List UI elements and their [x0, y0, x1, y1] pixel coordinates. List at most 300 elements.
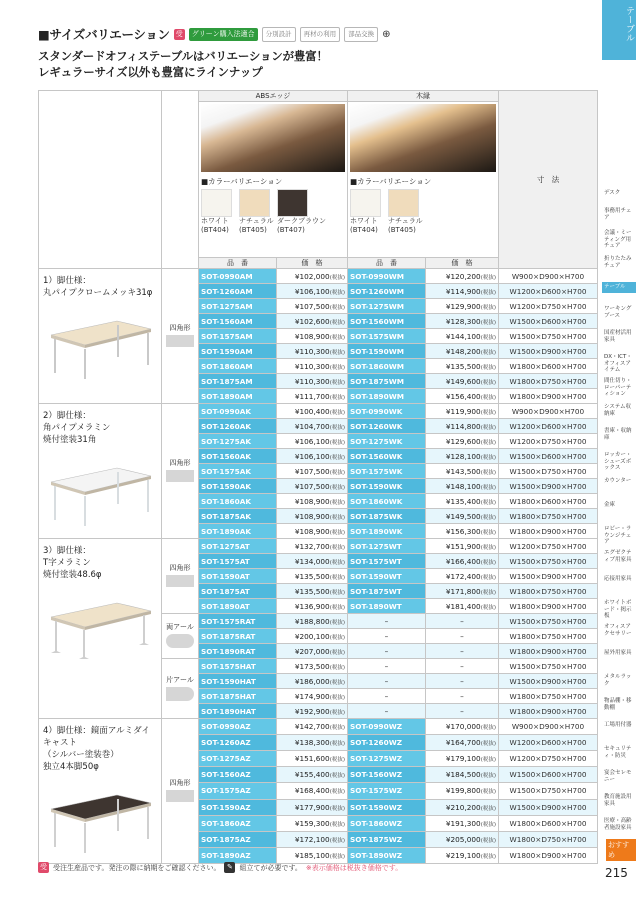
sidebar-item[interactable]: システム収納庫	[604, 404, 631, 417]
abs-price-value: ¥159,300	[294, 818, 330, 828]
sidebar-item[interactable]: メタルラック	[604, 674, 632, 687]
sidebar-item[interactable]: 間仕切り・ローパーティション	[604, 378, 632, 397]
wood-product-code: SOT-1575WT	[348, 554, 426, 569]
wood-price-value: ¥149,500	[445, 511, 481, 521]
section-title: ■サイズバリエーション	[38, 27, 170, 42]
abs-product-code: SOT-1575RAT	[199, 614, 277, 629]
size-value: W1200×D600×H700	[499, 735, 598, 751]
abs-price-value: ¥108,900	[294, 511, 330, 521]
sidebar-item[interactable]: 工場用付器	[604, 722, 632, 728]
tax-note: (税抜)	[329, 484, 345, 491]
abs-product-code: SOT-1875AZ	[199, 831, 277, 847]
wood-price-value: ¥129,600	[445, 436, 481, 446]
tax-note: (税抜)	[329, 349, 345, 356]
size-value: W1800×D900×H700	[499, 644, 598, 659]
abs-price-value: ¥111,700	[294, 391, 330, 401]
abs-price-value: ¥200,100	[294, 631, 330, 641]
table-product-image	[43, 787, 155, 853]
abs-price-value: ¥151,600	[294, 754, 330, 764]
shape-label: 片アール	[166, 675, 194, 684]
tax-note: (税抜)	[480, 574, 496, 581]
wood-price	[426, 344, 499, 359]
sidebar-item[interactable]: 折りたたみチェア	[604, 256, 632, 269]
wood-color-cell	[348, 102, 499, 258]
abs-product-code: SOT-1875RAT	[199, 629, 277, 644]
leg-spec-text: 4）脚仕様：鏡面アルミダイキャスト	[43, 726, 150, 748]
tax-note: (税抜)	[329, 649, 345, 656]
size-value: W1800×D750×H700	[499, 374, 598, 389]
wood-price-value: ¥210,200	[445, 802, 481, 812]
color-name: ホワイト	[350, 217, 378, 225]
abs-price	[277, 644, 348, 659]
abs-product-code: SOT-1560AM	[199, 314, 277, 329]
wood-price	[426, 599, 499, 614]
sidebar-item[interactable]: デスク	[604, 190, 621, 196]
abs-color-cell	[199, 102, 348, 258]
wood-product-code: –	[348, 659, 426, 674]
size-value: W1500×D750×H700	[499, 464, 598, 479]
leg-spec-cell	[39, 539, 162, 719]
wood-product-code: SOT-0990WZ	[348, 719, 426, 735]
wood-price-value: ¥171,800	[445, 586, 481, 596]
color-swatch	[388, 189, 419, 217]
wood-price	[426, 269, 499, 284]
tax-note: (税抜)	[329, 334, 345, 341]
tax-note: (税抜)	[480, 725, 496, 732]
shape-cell	[162, 614, 199, 659]
abs-price	[277, 524, 348, 539]
abs-product-code: SOT-1875AT	[199, 584, 277, 599]
wood-product-code: SOT-1560WM	[348, 314, 426, 329]
abs-price-value: ¥104,700	[294, 421, 330, 431]
table-product-image	[43, 313, 155, 379]
abs-product-code: SOT-1275AM	[199, 299, 277, 314]
size-value: W1500×D600×H700	[499, 449, 598, 464]
shape-icon	[166, 335, 194, 347]
footer-note-assembly: 組立てが必要です。	[239, 863, 302, 872]
sidebar-item[interactable]: 書庫・収納庫	[604, 428, 632, 441]
size-value: W1500×D750×H700	[499, 554, 598, 569]
size-value: W1800×D600×H700	[499, 815, 598, 831]
wood-product-code: SOT-1575WK	[348, 464, 426, 479]
wood-price	[426, 735, 499, 751]
wood-price	[426, 374, 499, 389]
tax-note: (税抜)	[329, 544, 345, 551]
abs-product-code: SOT-1890AM	[199, 389, 277, 404]
size-value: W1800×D900×H700	[499, 599, 598, 614]
abs-price	[277, 815, 348, 831]
tax-note: (税抜)	[329, 709, 345, 716]
tax-note: (税抜)	[329, 853, 345, 860]
shape-cell	[162, 659, 199, 719]
sidebar-item[interactable]: 物品棚・移動棚	[604, 698, 632, 711]
tax-note: (税抜)	[329, 757, 345, 764]
wood-product-code: –	[348, 674, 426, 689]
wood-product-code: SOT-1575WM	[348, 329, 426, 344]
price-column-header: 価 格	[426, 258, 499, 269]
tax-note: (税抜)	[480, 589, 496, 596]
sidebar	[602, 0, 636, 900]
abs-price-value: ¥102,000	[294, 271, 330, 281]
tax-note: (税抜)	[480, 274, 496, 281]
wood-price	[426, 569, 499, 584]
abs-price	[277, 359, 348, 374]
tax-note: (税抜)	[480, 349, 496, 356]
abs-price	[277, 539, 348, 554]
wood-price	[426, 434, 499, 449]
tax-note: (税抜)	[480, 789, 496, 796]
recommend-badge[interactable]: おすすめ	[606, 839, 636, 861]
size-value: W1800×D900×H700	[499, 704, 598, 719]
abs-edge-header: ABSエッジ	[199, 91, 348, 102]
size-value: W1800×D900×H700	[499, 524, 598, 539]
table-row	[39, 269, 598, 284]
abs-price	[277, 767, 348, 783]
sidebar-item[interactable]: 教育施設用家具	[604, 794, 632, 807]
color-name: ナチュラル	[388, 217, 423, 225]
wood-price-value: ¥170,000	[445, 722, 481, 732]
wood-price-value: ¥143,500	[445, 466, 481, 476]
abs-product-code: SOT-1590HAT	[199, 674, 277, 689]
abs-price	[277, 404, 348, 419]
abs-product-code: SOT-1875AK	[199, 509, 277, 524]
wood-product-code: SOT-1260WM	[348, 284, 426, 299]
abs-price-value: ¥173,500	[294, 661, 330, 671]
tax-note: (税抜)	[329, 604, 345, 611]
sidebar-item[interactable]: ワーキングブース	[604, 306, 632, 319]
wood-product-code: SOT-1275WM	[348, 299, 426, 314]
tax-note: (税抜)	[480, 469, 496, 476]
sidebar-item[interactable]: 国産材活用家具	[604, 330, 632, 343]
tax-note: (税抜)	[329, 319, 345, 326]
leg-spec-text: 焼付塗装31角	[43, 435, 97, 445]
tax-note: (税抜)	[480, 409, 496, 416]
abs-price	[277, 284, 348, 299]
abs-price-value: ¥108,900	[294, 331, 330, 341]
wood-price-value: ¥156,300	[445, 526, 481, 536]
wood-product-code: –	[348, 689, 426, 704]
abs-product-code: SOT-1575AM	[199, 329, 277, 344]
size-table	[38, 90, 598, 864]
tax-note: (税抜)	[329, 514, 345, 521]
sidebar-item[interactable]: 応接用家具	[604, 576, 632, 582]
tax-note: (税抜)	[480, 379, 496, 386]
wood-product-code: SOT-1860WZ	[348, 815, 426, 831]
abs-product-code: SOT-1260AK	[199, 419, 277, 434]
wood-product-code: –	[348, 644, 426, 659]
shape-label: 四角形	[169, 459, 191, 467]
sidebar-item[interactable]: テーブル	[602, 282, 636, 293]
wood-product-code: SOT-1875WM	[348, 374, 426, 389]
tax-note: (税抜)	[329, 725, 345, 732]
sidebar-item[interactable]: 金庫	[604, 502, 616, 508]
tax-note: (税抜)	[329, 529, 345, 536]
abs-price	[277, 719, 348, 735]
size-value: W1800×D750×H700	[499, 689, 598, 704]
tax-note: (税抜)	[480, 364, 496, 371]
abs-price-value: ¥107,500	[294, 301, 330, 311]
wood-product-code: SOT-0990WK	[348, 404, 426, 419]
wood-price	[426, 799, 499, 815]
abs-price-value: ¥207,000	[294, 646, 330, 656]
abs-product-code: SOT-1575HAT	[199, 659, 277, 674]
abs-product-code: SOT-0990AZ	[199, 719, 277, 735]
wood-price	[426, 815, 499, 831]
blank-corner	[39, 91, 162, 269]
shape-icon	[166, 575, 194, 587]
size-value: W1500×D750×H700	[499, 614, 598, 629]
tax-note: (税抜)	[329, 409, 345, 416]
abs-price-value: ¥110,300	[294, 361, 330, 371]
wood-price	[426, 494, 499, 509]
tax-note: (税抜)	[480, 559, 496, 566]
abs-price-value: ¥106,100	[294, 436, 330, 446]
tax-note: (税抜)	[480, 289, 496, 296]
abs-price	[277, 614, 348, 629]
wood-product-code: SOT-1875WK	[348, 509, 426, 524]
tax-note: (税抜)	[480, 837, 496, 844]
abs-price	[277, 584, 348, 599]
sidebar-item[interactable]: ロッカー・シューズボックス	[604, 452, 632, 471]
abs-product-code: SOT-1590AM	[199, 344, 277, 359]
tax-note: (税抜)	[480, 805, 496, 812]
tax-note: (税抜)	[480, 821, 496, 828]
tax-note: (税抜)	[329, 379, 345, 386]
sidebar-item[interactable]: カウンター	[604, 478, 632, 484]
lead-line-2: レギュラーサイズ以外も豊富にラインナップ	[38, 65, 263, 79]
abs-price-value: ¥186,000	[294, 676, 330, 686]
wood-product-code: SOT-1875WT	[348, 584, 426, 599]
abs-price-value: ¥106,100	[294, 451, 330, 461]
wood-product-code: SOT-1590WT	[348, 569, 426, 584]
size-value: W1800×D750×H700	[499, 831, 598, 847]
color-code: (BT405)	[239, 226, 267, 234]
tax-note: (税抜)	[480, 454, 496, 461]
wood-price	[426, 449, 499, 464]
abs-price	[277, 509, 348, 524]
abs-product-code: SOT-1275AK	[199, 434, 277, 449]
wood-price: –	[426, 704, 499, 719]
abs-price-value: ¥174,900	[294, 691, 330, 701]
wood-price-value: ¥172,400	[445, 571, 481, 581]
size-value: W1800×D750×H700	[499, 629, 598, 644]
wood-product-code: SOT-1260WZ	[348, 735, 426, 751]
abs-price	[277, 479, 348, 494]
wood-price: –	[426, 629, 499, 644]
tax-note: (税抜)	[480, 499, 496, 506]
wood-product-code: SOT-1590WZ	[348, 799, 426, 815]
tax-note: (税抜)	[480, 439, 496, 446]
wood-product-code: –	[348, 614, 426, 629]
wood-price	[426, 831, 499, 847]
shape-label: 四角形	[169, 779, 191, 787]
color-swatch	[239, 189, 270, 217]
leg-spec-cell	[39, 404, 162, 539]
wood-product-code: SOT-1890WM	[348, 389, 426, 404]
size-value: W1800×D900×H700	[499, 389, 598, 404]
shape-icon	[166, 634, 194, 648]
tool-icon: ✎	[224, 862, 235, 873]
abs-price-value: ¥136,900	[294, 601, 330, 611]
table-row	[39, 539, 598, 554]
size-value: W1800×D750×H700	[499, 509, 598, 524]
sidebar-item[interactable]: DX・ICT・オフィスアイテム	[604, 354, 632, 373]
sidebar-item[interactable]: 屋外用家具	[604, 650, 632, 656]
abs-price	[277, 419, 348, 434]
color-swatch	[350, 189, 381, 217]
abs-product-code: SOT-1590AZ	[199, 799, 277, 815]
abs-price-value: ¥110,300	[294, 346, 330, 356]
abs-price	[277, 704, 348, 719]
abs-product-code: SOT-1860AK	[199, 494, 277, 509]
section-header	[38, 24, 391, 44]
size-value: W1200×D750×H700	[499, 539, 598, 554]
wood-price	[426, 314, 499, 329]
size-value: W1200×D600×H700	[499, 284, 598, 299]
wood-price-value: ¥179,100	[445, 754, 481, 764]
sidebar-item[interactable]: 事務用チェア	[604, 208, 632, 221]
abs-product-code: SOT-1890AT	[199, 599, 277, 614]
size-value: W1200×D750×H700	[499, 434, 598, 449]
abs-product-code: SOT-1890HAT	[199, 704, 277, 719]
leg-spec-text: 独立4本脚50φ	[43, 762, 99, 772]
sidebar-item[interactable]: ホワイトボード・掲示板	[604, 600, 632, 619]
sidebar-item[interactable]: 会議・ミーティング用チェア	[604, 230, 632, 249]
abs-price-value: ¥110,300	[294, 376, 330, 386]
abs-price	[277, 374, 348, 389]
wood-price	[426, 539, 499, 554]
size-header: 寸 法	[499, 91, 598, 269]
wood-product-code: SOT-1890WK	[348, 524, 426, 539]
tax-note: (税抜)	[329, 454, 345, 461]
abs-price	[277, 659, 348, 674]
abs-product-code: SOT-1890AK	[199, 524, 277, 539]
abs-price-value: ¥135,500	[294, 571, 330, 581]
wood-price	[426, 329, 499, 344]
abs-price	[277, 434, 348, 449]
size-value: W1800×D900×H700	[499, 847, 598, 863]
wood-price	[426, 419, 499, 434]
abs-product-code: SOT-1560AK	[199, 449, 277, 464]
abs-product-code: SOT-1590AT	[199, 569, 277, 584]
color-code: (BT404)	[350, 226, 378, 234]
shape-label: 四角形	[169, 564, 191, 572]
abs-product-code: SOT-1875HAT	[199, 689, 277, 704]
sidebar-item[interactable]: 医療・高齢者施設家具	[604, 818, 632, 831]
abs-product-code: SOT-1860AZ	[199, 815, 277, 831]
wood-price-value: ¥166,400	[445, 556, 481, 566]
tax-note: (税抜)	[480, 604, 496, 611]
abs-price-value: ¥185,100	[294, 850, 330, 860]
tax-note: (税抜)	[329, 589, 345, 596]
color-name: ナチュラル	[239, 217, 274, 225]
size-value: W1500×D750×H700	[499, 329, 598, 344]
tax-note: (税抜)	[329, 634, 345, 641]
tax-note: (税抜)	[329, 499, 345, 506]
recycle-badge: 再材の利用	[300, 27, 341, 42]
wood-product-code: –	[348, 629, 426, 644]
wood-price	[426, 299, 499, 314]
table-product-image	[43, 460, 155, 526]
abs-price-value: ¥177,900	[294, 802, 330, 812]
wood-product-code: SOT-1860WK	[348, 494, 426, 509]
sidebar-item[interactable]: オフィスアクセサリー	[604, 624, 632, 637]
sidebar-item[interactable]: セキュリティ・防災	[604, 746, 632, 759]
mark-icon: ⊕	[382, 28, 391, 40]
tax-note: (税抜)	[329, 289, 345, 296]
edge-sample-image	[201, 104, 345, 172]
lead-line-1: スタンダードオフィステーブルはバリエーションが豊富！	[38, 49, 328, 63]
wood-price-value: ¥120,200	[445, 271, 481, 281]
wood-price-value: ¥148,100	[445, 481, 481, 491]
shape-icon	[166, 790, 194, 802]
wood-price	[426, 554, 499, 569]
size-value: W1200×D750×H700	[499, 751, 598, 767]
sidebar-item[interactable]: エグゼクティブ用家具	[604, 550, 632, 563]
abs-price-value: ¥102,600	[294, 316, 330, 326]
wood-price-value: ¥119,900	[445, 406, 481, 416]
wood-price-value: ¥164,700	[445, 738, 481, 748]
abs-price-value: ¥134,000	[294, 556, 330, 566]
tax-note: (税抜)	[480, 304, 496, 311]
wood-price	[426, 847, 499, 863]
abs-product-code: SOT-0990AK	[199, 404, 277, 419]
wood-price-value: ¥219,100	[445, 850, 481, 860]
leg-spec-text: 3）脚仕様：	[43, 546, 91, 556]
sidebar-item[interactable]: 宴会セレモニー	[604, 770, 632, 783]
abs-price	[277, 799, 348, 815]
tax-note: (税抜)	[329, 679, 345, 686]
tax-note: (税抜)	[480, 741, 496, 748]
abs-price	[277, 831, 348, 847]
size-value: W1500×D750×H700	[499, 659, 598, 674]
abs-price-value: ¥192,900	[294, 706, 330, 716]
tax-note: (税抜)	[329, 559, 345, 566]
tax-note: (税抜)	[329, 394, 345, 401]
shape-cell	[162, 719, 199, 864]
wood-price	[426, 464, 499, 479]
leg-spec-text: 丸パイプクロームメッキ31φ	[43, 288, 153, 298]
abs-product-code: SOT-0990AM	[199, 269, 277, 284]
wood-price-value: ¥114,900	[445, 286, 481, 296]
leg-spec-text: 焼付塗装48.6φ	[43, 570, 102, 580]
abs-price	[277, 314, 348, 329]
edge-sample-image	[350, 104, 496, 172]
color-variation-label: ■カラーバリエーション	[350, 177, 432, 186]
abs-product-code: SOT-1890AZ	[199, 847, 277, 863]
tax-note: (税抜)	[480, 424, 496, 431]
shape-label: 四角形	[169, 324, 191, 332]
leg-spec-cell	[39, 269, 162, 404]
code-column-header: 品 番	[199, 258, 277, 269]
abs-product-code: SOT-1575AT	[199, 554, 277, 569]
tax-note: (税抜)	[329, 837, 345, 844]
abs-price	[277, 269, 348, 284]
shape-cell	[162, 404, 199, 539]
wood-price: –	[426, 674, 499, 689]
abs-price-value: ¥106,100	[294, 286, 330, 296]
code-column-header: 品 番	[348, 258, 426, 269]
shape-cell	[162, 539, 199, 614]
footer-note-order: 受注生産品です。発注の際に納期をご確認ください。	[53, 863, 221, 872]
sidebar-current-category: テーブル	[602, 0, 636, 60]
sidebar-item[interactable]: ロビー・ラウンジチェア	[604, 526, 632, 545]
wood-product-code: SOT-1275WT	[348, 539, 426, 554]
abs-price-value: ¥188,800	[294, 616, 330, 626]
wood-price: –	[426, 644, 499, 659]
footer-notes	[38, 862, 402, 873]
size-value: W1500×D600×H700	[499, 767, 598, 783]
